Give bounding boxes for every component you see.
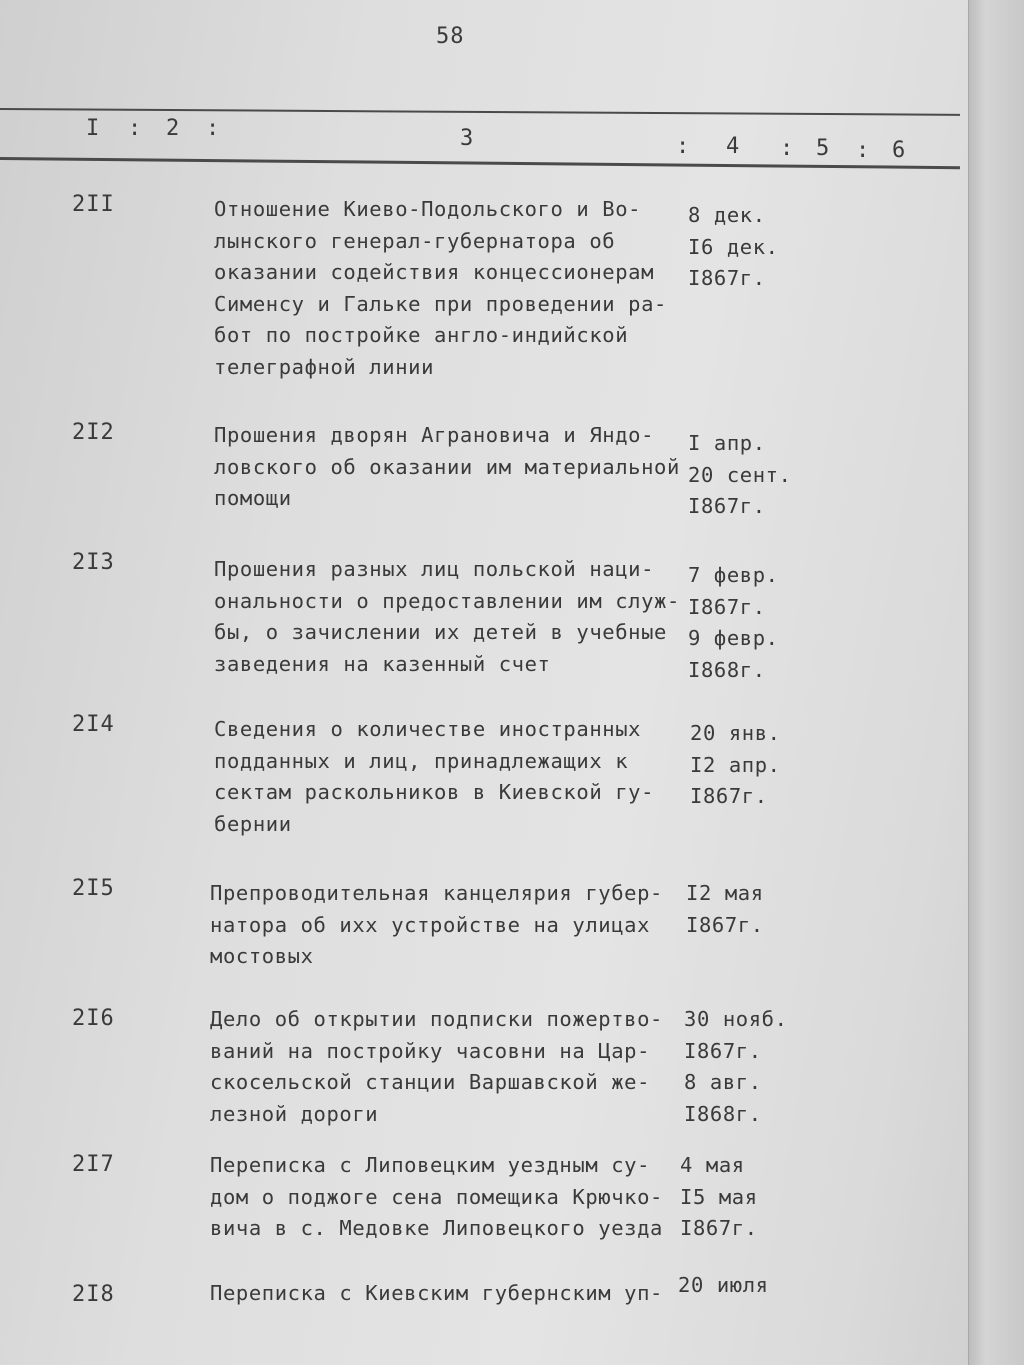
header-col-6: 6 (892, 138, 906, 163)
header-col-4: 4 (726, 134, 740, 159)
entry-dates: 20 янв. I2 апр. I867г. (690, 721, 781, 808)
entry-number: 2I5 (72, 876, 115, 901)
entry-number: 2I6 (72, 1006, 115, 1031)
entry-dates: 8 дек. I6 дек. I867г. (688, 203, 779, 290)
entry-number: 2I3 (72, 550, 115, 575)
entry-dates: 30 нояб. I867г. 8 авг. I868г. (684, 1007, 788, 1126)
entry-number: 2I8 (72, 1282, 115, 1307)
header-top-rule (0, 108, 960, 116)
header-col-5: 5 (816, 136, 830, 161)
document-page: 58 I : 2 : 3 : 4 : 5 : 6 2II Отношение Киево-Подольского и Во- лынского генерал-губернатора об оказании содействия концессионерам Сименсу и Гальке при проведении ра- бот по постройке англо-индийской телеграфной линии 8 дек. I6 дек. I867г. 2I2 Прошения дворян Агрaновича и Яндо- ловского об оказании им материальной помощи I апр. 20 сент. I867г. 2I3 Прошения разных лиц польской наци- ональности о предоставлении им служ- бы, о зачислении их детей в учебные заведения на казенный счет 7 февр. I867г. 9 февр. I868г. 2I4 Сведения о количестве иностранных подданных и лиц, принадлежащих к сектам раскольников в Киевской гу- бернии 20 янв. I2 апр. I867г. 2I5 Препроводительная канцелярия губер- натора об ихх устройстве на улицах мостовых I2 мая I867г. 2I6 Дело об открытии подписки пожертво- ваний на постройку часовни на Цар- скосельской станции Варшавской же- лезной дороги 30 нояб. I867г. 8 авг. I868г. 2I7 Переписка с Липовецким уездным су- дом о поджоге сена помещика Крючко- вича в с. Медовке Липовецкого уезда 4 мая I5 мая I867г. 2I8 Переписка с Киевским губернским уп- 20 июля (0, 0, 1024, 1365)
header-col-3: 3 (460, 126, 474, 151)
entry-description: Прошения дворян Агрaновича и Яндо- ловского об оказании им материальной помощи (214, 423, 680, 510)
entry-dates: I2 мая I867г. (686, 881, 764, 937)
header-col-2: 2 (166, 116, 180, 141)
adjacent-page-edge (968, 0, 1024, 1365)
entry-dates: 7 февр. I867г. 9 февр. I868г. (688, 563, 779, 682)
page-number: 58 (436, 24, 465, 49)
entry-dates: 4 мая I5 мая I867г. (680, 1153, 758, 1240)
entry-description: Переписка с Киевским губернским уп- (210, 1281, 663, 1305)
entry-description: Препроводительная канцелярия губер- натора об ихх устройстве на улицах мостовых (210, 881, 663, 968)
entry-description: Сведения о количестве иностранных подданных и лиц, принадлежащих к сектам раскольников в Киевской гу- бернии (214, 717, 655, 836)
entry-number: 2II (72, 192, 115, 217)
entry-description: Дело об открытии подписки пожертво- ваний на постройку часовни на Цар- скосельской станции Варшавской же- лезной дороги (210, 1007, 663, 1126)
entry-dates: I апр. 20 сент. I867г. (688, 431, 792, 518)
entry-description: Переписка с Липовецким уездным су- дом о поджоге сена помещика Крючко- вича в с. Медовке Липовецкого уезда (210, 1153, 663, 1240)
entry-number: 2I2 (72, 420, 115, 445)
entry-dates: 20 июля (678, 1273, 769, 1297)
entry-number: 2I7 (72, 1152, 115, 1177)
header-col-1: I (86, 116, 100, 141)
entry-number: 2I4 (72, 712, 115, 737)
entry-description: Прошения разных лиц польской наци- ональности о предоставлении им служ- бы, о зачислении их детей в учебные заведения на казенный счет (214, 557, 680, 676)
entry-description: Отношение Киево-Подольского и Во- лынского генерал-губернатора об оказании содействия концессионерам Сименсу и Гальке при проведении ра- бот по постройке англо-индийской телеграфной линии (214, 197, 667, 379)
